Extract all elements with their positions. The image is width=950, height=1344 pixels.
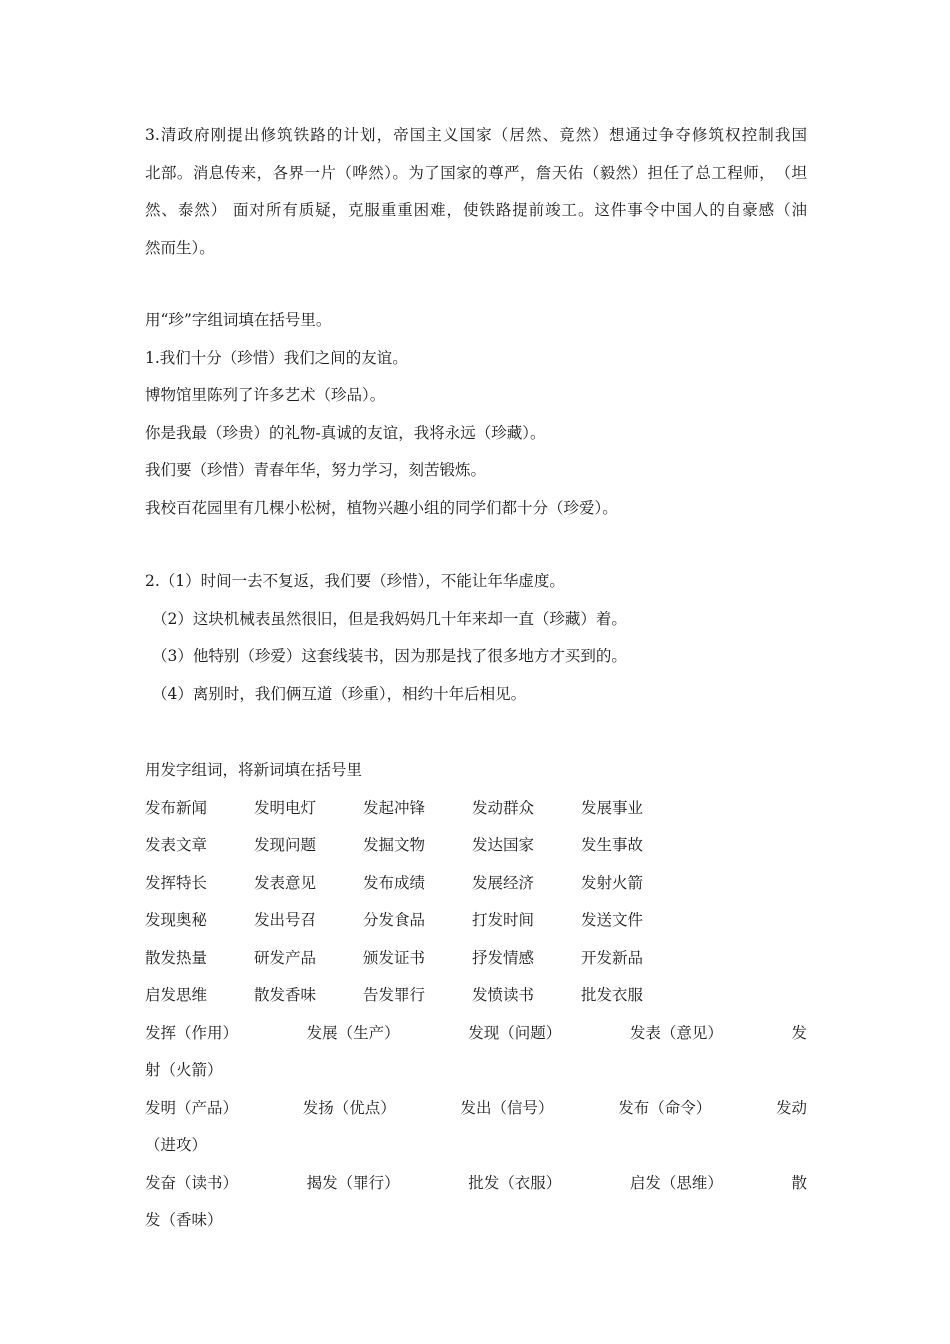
word-cell: 颁发证书 bbox=[363, 948, 426, 967]
word-grid-row bbox=[145, 865, 807, 903]
answer-item: 发现（问题） bbox=[468, 1023, 562, 1042]
answer-item: 发展（生产） bbox=[306, 1023, 400, 1042]
word-cell: 发布新闻 bbox=[145, 798, 208, 817]
word-cell: 打发时间 bbox=[472, 911, 535, 929]
word-cell: 发表意见 bbox=[254, 873, 317, 892]
answer-row bbox=[145, 1015, 807, 1053]
word-cell: 散发热量 bbox=[145, 948, 208, 967]
q2-section bbox=[145, 563, 807, 713]
answer-item: 发表（意见） bbox=[629, 1023, 723, 1042]
exercise-item: 1.我们十分（珍惜）我们之间的友谊。 bbox=[145, 348, 408, 367]
answer-item: 发奋（读书） bbox=[145, 1173, 239, 1192]
word-cell: 发表文章 bbox=[145, 836, 208, 854]
fa-section bbox=[145, 752, 807, 1240]
answer-item: 发布（命令） bbox=[618, 1098, 712, 1117]
exercise-item: （4）离别时，我们俩互道（珍重），相约十年后相见。 bbox=[152, 684, 527, 703]
word-cell: 发愤读书 bbox=[472, 986, 535, 1004]
q3-line: 3.清政府刚提出修筑铁路的计划，帝国主义国家（居然、竟然）想通过争夺修筑权控制我国 bbox=[145, 126, 807, 144]
answer-wrap: 射（火箭） bbox=[145, 1061, 223, 1079]
exercise-item: 博物馆里陈列了许多艺术（珍品）。 bbox=[145, 386, 386, 404]
answer-wrap: 发（香味） bbox=[145, 1211, 223, 1229]
word-cell: 发动群众 bbox=[472, 798, 535, 817]
word-cell: 发生事故 bbox=[581, 836, 644, 854]
word-cell: 发掘文物 bbox=[363, 836, 426, 854]
word-cell: 研发产品 bbox=[254, 948, 317, 967]
word-cell: 发出号召 bbox=[254, 911, 317, 929]
answer-item: 发出（信号） bbox=[460, 1098, 554, 1117]
answer-wrap: （进攻） bbox=[145, 1136, 208, 1154]
answer-item: 揭发（罪行） bbox=[306, 1173, 400, 1192]
word-cell: 发射火箭 bbox=[581, 873, 644, 892]
word-cell: 开发新品 bbox=[581, 948, 644, 967]
word-cell: 发达国家 bbox=[472, 836, 535, 854]
section-title: 用“珍”字组词填在括号里。 bbox=[145, 311, 332, 329]
zhen-section bbox=[145, 302, 807, 527]
answer-item: 批发（衣服） bbox=[468, 1173, 562, 1192]
word-grid-row bbox=[145, 790, 807, 828]
q3-line: 北部。消息传来，各界一片（哗然）。为了国家的尊严，詹天佑（毅然）担任了总工程师， （坦 bbox=[145, 163, 807, 182]
answer-row bbox=[145, 1090, 807, 1128]
answer-item: 启发（思维） bbox=[629, 1173, 723, 1192]
q3-paragraph bbox=[145, 117, 807, 267]
word-grid-row bbox=[145, 977, 807, 1015]
word-cell: 发现奥秘 bbox=[145, 911, 208, 929]
word-grid-row bbox=[145, 827, 807, 865]
word-cell: 发展事业 bbox=[581, 798, 644, 817]
word-cell: 发挥特长 bbox=[145, 873, 208, 892]
exercise-item: （2）这块机械表虽然很旧，但是我妈妈几十年来却一直（珍藏）着。 bbox=[152, 609, 627, 628]
exercise-item: 2.（1）时间一去不复返，我们要（珍惜），不能让年华虚度。 bbox=[145, 572, 565, 590]
answer-item: 发 bbox=[791, 1023, 807, 1042]
answer-item: 发动 bbox=[775, 1098, 807, 1117]
word-grid-row bbox=[145, 940, 807, 978]
word-cell: 发现问题 bbox=[254, 836, 317, 854]
word-cell: 发送文件 bbox=[581, 911, 644, 929]
word-cell: 启发思维 bbox=[145, 986, 208, 1004]
word-cell: 分发食品 bbox=[363, 911, 426, 929]
word-cell: 发起冲锋 bbox=[363, 798, 426, 817]
q3-line: 然、泰然） 面对所有质疑，克服重重困难，使铁路提前竣工。这件事令中国人的自豪感（油 bbox=[145, 201, 807, 219]
answer-item: 散 bbox=[791, 1173, 807, 1192]
answer-row bbox=[145, 1165, 807, 1203]
exercise-item: （3）他特别（珍爱）这套线装书，因为那是找了很多地方才买到的。 bbox=[152, 647, 627, 665]
word-cell: 发明电灯 bbox=[254, 798, 317, 817]
answer-item: 发挥（作用） bbox=[145, 1023, 239, 1042]
q3-line: 然而生）。 bbox=[145, 238, 215, 257]
answer-item: 发明（产品） bbox=[145, 1098, 239, 1117]
exercise-item: 我校百花园里有几棵小松树，植物兴趣小组的同学们都十分（珍爱）。 bbox=[145, 498, 618, 517]
answer-item: 发扬（优点） bbox=[302, 1098, 396, 1117]
section-title: 用发字组词，将新词填在括号里 bbox=[145, 761, 363, 779]
word-grid-row bbox=[145, 902, 807, 940]
exercise-item: 你是我最（珍贵）的礼物-真诚的友谊，我将永远（珍藏）。 bbox=[145, 423, 546, 442]
word-cell: 抒发情感 bbox=[472, 948, 535, 967]
word-cell: 散发香味 bbox=[254, 986, 317, 1004]
word-cell: 发展经济 bbox=[472, 873, 535, 892]
word-cell: 批发衣服 bbox=[581, 986, 644, 1004]
word-cell: 发布成绩 bbox=[363, 873, 426, 892]
word-cell: 告发罪行 bbox=[363, 986, 426, 1004]
exercise-item: 我们要（珍惜）青春年华，努力学习，刻苦锻炼。 bbox=[145, 461, 487, 479]
